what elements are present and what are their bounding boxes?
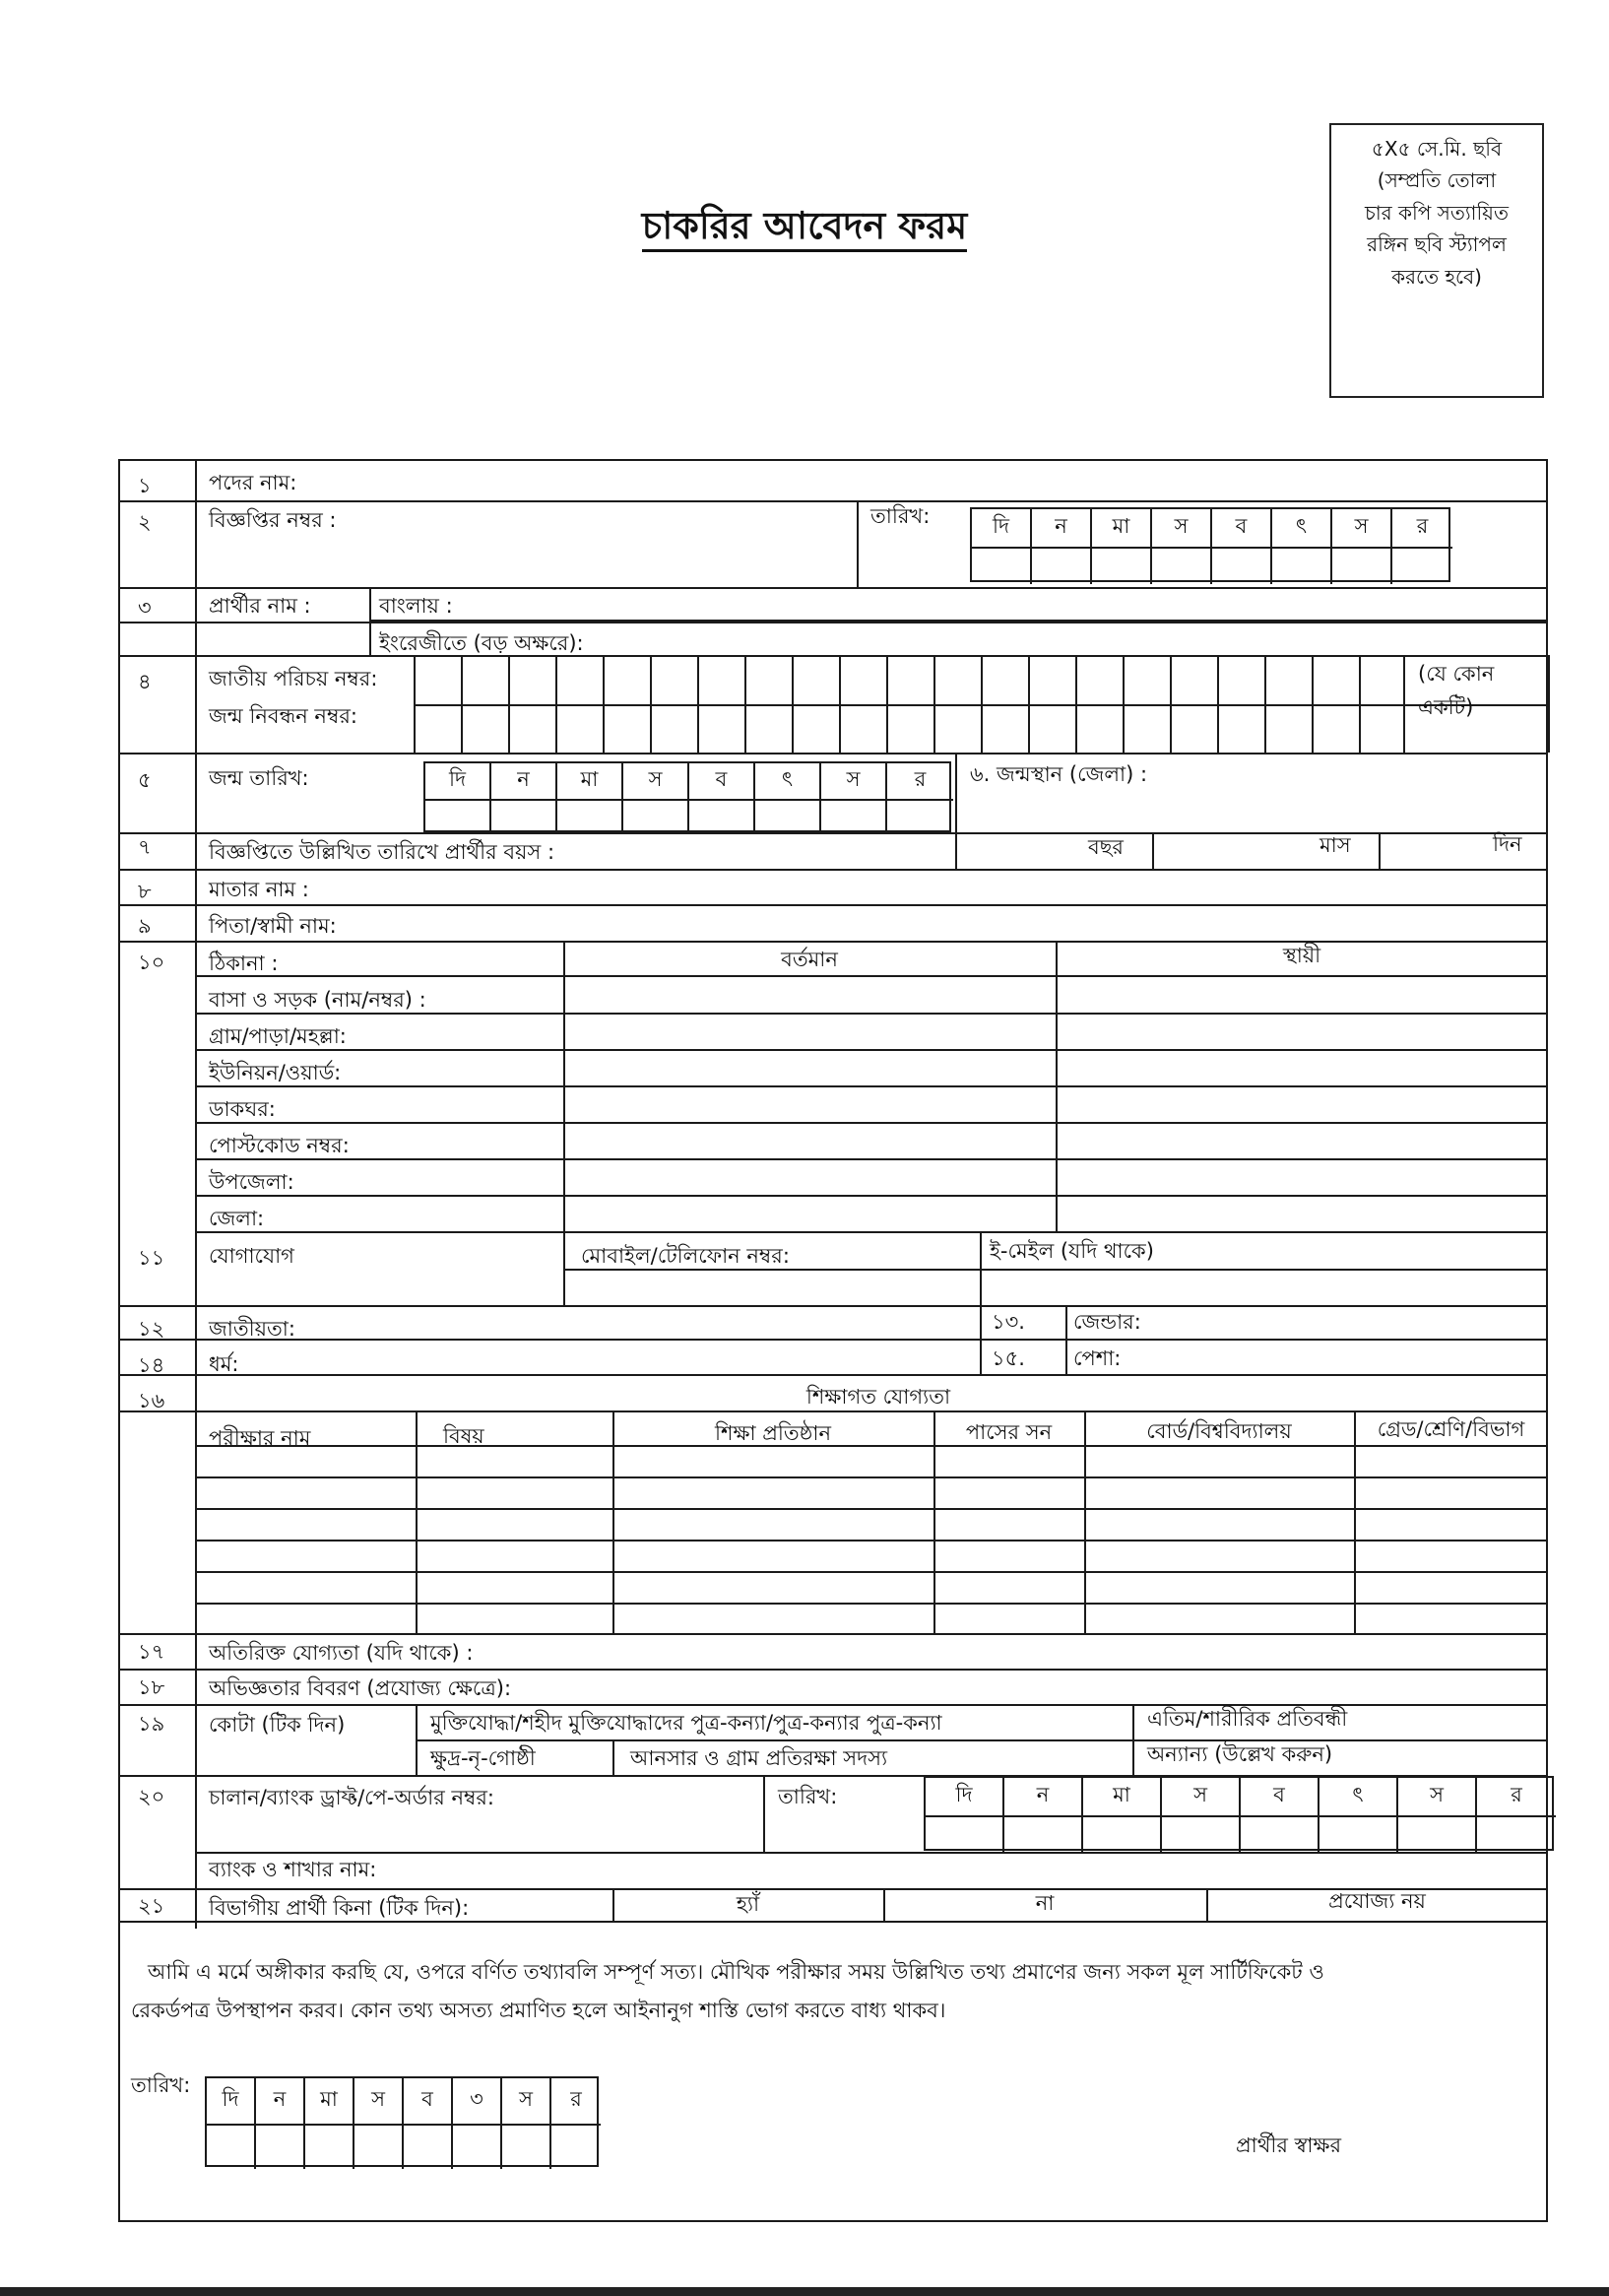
rule-line xyxy=(195,1231,1548,1233)
date-cell: দি xyxy=(926,1778,1004,1815)
date-cell-grid[interactable] xyxy=(205,2076,599,2167)
rule-line xyxy=(981,655,983,753)
rule-line xyxy=(416,1410,418,1633)
date-cell-blank[interactable] xyxy=(305,2124,354,2169)
date-cell: ব xyxy=(689,763,755,799)
rule-line xyxy=(955,832,957,869)
rule-line xyxy=(1403,655,1405,753)
row-number: ১৯ xyxy=(138,1712,165,1736)
father-label: পিতা/স্বামী নাম: xyxy=(209,914,337,938)
row-number: ১৭ xyxy=(138,1640,165,1664)
date-cell-blank[interactable] xyxy=(887,799,953,834)
bank-label: ব্যাংক ও শাখার নাম: xyxy=(209,1858,377,1881)
photo-box-line: ৫X৫ সে.মি. ছবি xyxy=(1371,137,1503,161)
declaration-date-label: তারিখ: xyxy=(131,2073,191,2097)
page-bottom-rule xyxy=(0,2287,1609,2296)
date-cell-blank[interactable] xyxy=(1152,547,1212,584)
rule-line xyxy=(414,655,416,753)
gender-label: জেন্ডার: xyxy=(1073,1310,1141,1334)
rule-line xyxy=(195,459,197,1929)
date-cell: মা xyxy=(1083,1778,1162,1815)
edu-col-header: বিষয় xyxy=(443,1424,484,1448)
rule-line xyxy=(195,655,1548,657)
rule-line xyxy=(1379,832,1381,869)
row-number: ২০ xyxy=(138,1785,165,1808)
address-field-label: ইউনিয়ন/ওয়ার্ড: xyxy=(209,1061,342,1084)
date-cell: স xyxy=(1398,1778,1477,1815)
departmental-label: বিভাগীয় প্রার্থী কিনা (টিক দিন): xyxy=(209,1896,470,1920)
rule-line xyxy=(1312,655,1314,753)
rule-line xyxy=(118,1669,1548,1671)
photo-box-line: করতে হবে) xyxy=(1391,264,1482,289)
edu-col-header: শিক্ষা প্রতিষ্ঠান xyxy=(715,1421,831,1445)
date-cell-blank[interactable] xyxy=(821,799,887,834)
date-cell-blank[interactable] xyxy=(425,799,491,834)
rule-line xyxy=(955,753,957,832)
address-field-label: উপজেলা: xyxy=(209,1170,294,1194)
rule-line xyxy=(763,1775,765,1852)
email-label: ই-মেইল (যদি থাকে) xyxy=(990,1239,1154,1263)
address-field-label: জেলা: xyxy=(209,1207,265,1230)
date-cell: ৩ xyxy=(453,2078,502,2124)
rule-line xyxy=(195,1476,1548,1478)
date-cell: র xyxy=(1511,1783,1522,1806)
date-cell-blank[interactable] xyxy=(551,2124,601,2169)
photo-box xyxy=(1329,123,1544,398)
photo-box-line: রঙ্গিন ছবি স্ট্যাপল xyxy=(1367,232,1507,257)
row-number: ১৪ xyxy=(138,1353,165,1377)
option-no: না xyxy=(1035,1891,1055,1915)
education-header: শিক্ষাগত যোগ্যতা xyxy=(805,1385,951,1409)
date-cell: ব xyxy=(404,2078,453,2124)
rule-line xyxy=(195,1508,1548,1510)
option-yes: হ্যাঁ xyxy=(736,1892,760,1916)
religion-label: ধর্ম: xyxy=(209,1352,239,1376)
date-cell: স xyxy=(623,763,689,799)
rule-line xyxy=(980,1231,982,1305)
rule-line xyxy=(1264,655,1266,753)
any-one-note: একটি) xyxy=(1418,695,1474,719)
form-title: চাকরির আবেদন ফরম xyxy=(0,197,1609,260)
rule-line xyxy=(118,587,1548,589)
rule-line xyxy=(1123,655,1125,753)
row-number: ৫ xyxy=(138,768,152,792)
row-number: ৪ xyxy=(138,670,152,693)
present-address-header: বর্তমান xyxy=(781,948,838,971)
date-cell-blank[interactable] xyxy=(491,799,557,834)
rule-line xyxy=(1548,655,1550,753)
quota-orphan-disabled: এতিম/শারীরিক প্রতিবন্ধী xyxy=(1147,1707,1348,1731)
date-cell: স xyxy=(502,2078,551,2124)
date-cell-blank[interactable] xyxy=(1477,1815,1556,1853)
date-cell-blank[interactable] xyxy=(1092,547,1152,584)
birthplace-label: ৬. জন্মস্থান (জেলা) : xyxy=(970,762,1148,786)
date-cell: ন xyxy=(256,2078,305,2124)
row-number: ১৬ xyxy=(138,1389,165,1412)
date-cell-blank[interactable] xyxy=(1032,547,1092,584)
rule-line xyxy=(118,1704,1548,1706)
row-number: ২১ xyxy=(138,1894,165,1918)
edu-col-header: বোর্ড/বিশ্ববিদ্যালয় xyxy=(1146,1419,1292,1443)
date-cell-blank[interactable] xyxy=(972,547,1032,584)
rule-line xyxy=(508,655,510,753)
date-cell-blank[interactable] xyxy=(207,2124,256,2169)
row-number: ১০ xyxy=(138,951,165,974)
rule-line xyxy=(933,655,935,753)
rule-line xyxy=(1354,1410,1356,1633)
date-cell: ৎ xyxy=(1272,509,1332,547)
rule-line xyxy=(195,1049,1548,1051)
declaration-line: রেকর্ডপত্র উপস্থাপন করব। কোন তথ্য অসত্য প্রমাণিত হলে আইনানুগ শাস্তি ভোগ করতে বাধ্য থাকব। xyxy=(131,1999,946,2022)
mobile-label: মোবাইল/টেলিফোন নম্বর: xyxy=(581,1244,790,1268)
row-number: ৭ xyxy=(138,835,152,859)
rule-line xyxy=(1084,1410,1086,1633)
rule-line xyxy=(369,587,371,655)
ad-date-label: তারিখ: xyxy=(870,504,931,528)
row-number: ৮ xyxy=(138,880,152,903)
rule-line xyxy=(195,1540,1548,1542)
row-number: ১৩. xyxy=(992,1310,1025,1334)
rule-line xyxy=(195,1571,1548,1573)
extra-qualification-label: অতিরিক্ত যোগ্যতা (যদি থাকে) : xyxy=(209,1641,474,1665)
date-cell-grid[interactable] xyxy=(423,761,951,832)
rule-line xyxy=(563,1269,1548,1271)
post-name-label: পদের নাম: xyxy=(209,471,297,494)
rule-line xyxy=(369,620,1548,622)
row-number: ২ xyxy=(138,510,152,534)
date-cell-blank[interactable] xyxy=(1241,1815,1319,1853)
date-cell: স xyxy=(354,2078,404,2124)
row-number: ১২ xyxy=(138,1317,165,1341)
contact-label: যোগাযোগ xyxy=(209,1244,294,1268)
rule-line xyxy=(980,1305,982,1374)
nid-label: জাতীয় পরিচয় নম্বর: xyxy=(209,667,378,690)
date-cell: ন xyxy=(1032,509,1092,547)
date-cell-blank[interactable] xyxy=(453,2124,502,2169)
rule-line xyxy=(118,500,1548,502)
rule-line xyxy=(1056,941,1058,1231)
rule-line xyxy=(118,941,1548,943)
address-field-label: বাসা ও সড়ক (নাম/নম্বর) : xyxy=(209,988,426,1012)
rule-line xyxy=(744,655,746,753)
photo-box-line: চার কপি সত্যায়িত xyxy=(1365,200,1509,225)
name-english-label: ইংরেজীতে (বড় অক্ষরে): xyxy=(379,631,584,655)
rule-line xyxy=(118,1633,1548,1635)
rule-line xyxy=(792,655,794,753)
row-number: ১৫. xyxy=(992,1346,1025,1370)
date-cell: স xyxy=(1162,1778,1241,1815)
date-cell: দি xyxy=(972,509,1032,547)
rule-line xyxy=(195,1195,1548,1197)
date-cell-blank[interactable] xyxy=(256,2124,305,2169)
date-cell-blank[interactable] xyxy=(1392,547,1452,584)
date-cell: র xyxy=(1416,514,1429,538)
applicant-name-label: প্রার্থীর নাম : xyxy=(209,594,311,618)
date-cell: র xyxy=(914,767,927,791)
address-field-label: পোস্টকোড নম্বর: xyxy=(209,1134,350,1157)
rule-line xyxy=(1075,655,1077,753)
rule-line xyxy=(1170,655,1172,753)
rule-line xyxy=(1065,1305,1067,1374)
photo-box-line: (সম্প্রতি তোলা xyxy=(1377,168,1497,193)
date-cell-blank[interactable] xyxy=(502,2124,551,2169)
date-cell: ব xyxy=(1241,1778,1319,1815)
rule-line xyxy=(461,655,463,753)
dob-label: জন্ম তারিখ: xyxy=(209,766,309,790)
date-cell: ন xyxy=(1004,1778,1083,1815)
mother-label: মাতার নাম : xyxy=(209,878,309,901)
edu-col-header: গ্রেড/শ্রেণি/বিভাগ xyxy=(1377,1417,1525,1441)
date-cell-grid[interactable] xyxy=(970,507,1450,582)
any-one-note: (যে কোন xyxy=(1418,662,1495,686)
permanent-address-header: স্থায়ী xyxy=(1282,944,1321,967)
days-label: দিন xyxy=(1493,832,1522,856)
date-cell-blank[interactable] xyxy=(1398,1815,1477,1853)
address-field-label: গ্রাম/পাড়া/মহল্লা: xyxy=(209,1024,347,1048)
quota-label: কোটা (টিক দিন) xyxy=(209,1713,346,1737)
quota-other: অন্যান্য (উল্লেখ করুন) xyxy=(1147,1742,1333,1766)
date-cell-blank[interactable] xyxy=(926,1815,1004,1853)
date-cell-grid[interactable] xyxy=(924,1776,1554,1851)
date-cell: মা xyxy=(557,763,623,799)
date-cell-blank[interactable] xyxy=(404,2124,453,2169)
date-cell: স xyxy=(1152,509,1212,547)
nationality-label: জাতীয়তা: xyxy=(209,1317,295,1341)
challan-label: চালান/ব্যাংক ড্রাফ্ট/পে-অর্ডার নম্বর: xyxy=(209,1786,495,1809)
rule-line xyxy=(195,1013,1548,1015)
rule-line xyxy=(555,655,557,753)
row-number: ৩ xyxy=(138,596,152,620)
rule-line xyxy=(118,1374,1548,1376)
date-cell: মা xyxy=(1092,509,1152,547)
rule-line xyxy=(195,975,1548,977)
date-cell-blank[interactable] xyxy=(1272,547,1332,584)
date-cell: ৎ xyxy=(1319,1778,1398,1815)
date-cell: র xyxy=(570,2087,582,2111)
date-cell-blank[interactable] xyxy=(623,799,689,834)
rule-line xyxy=(886,655,888,753)
age-label: বিজ্ঞপ্তিতে উল্লিখিত তারিখে প্রার্থীর বয়স : xyxy=(209,840,555,864)
quota-freedom-fighter: মুক্তিযোদ্ধা/শহীদ মুক্তিযোদ্ধাদের পুত্র-কন্যা/পুত্র-কন্যার পুত্র-কন্যা xyxy=(430,1711,942,1735)
rule-line xyxy=(416,1739,1548,1741)
rule-line xyxy=(1132,1704,1134,1775)
rule-line xyxy=(563,941,565,1305)
address-label: ঠিকানা : xyxy=(209,951,279,975)
rule-line xyxy=(1152,832,1154,869)
rule-line xyxy=(697,655,699,753)
date-cell-blank[interactable] xyxy=(1004,1815,1083,1853)
date-cell: স xyxy=(821,763,887,799)
rule-line xyxy=(195,1158,1548,1160)
date-cell-blank[interactable] xyxy=(689,799,755,834)
date-cell-blank[interactable] xyxy=(1083,1815,1162,1853)
date-cell-blank[interactable] xyxy=(354,2124,404,2169)
date-cell-blank[interactable] xyxy=(755,799,821,834)
rule-line xyxy=(195,1122,1548,1124)
rule-line xyxy=(118,869,1548,871)
date-cell: স xyxy=(1332,509,1392,547)
rule-line xyxy=(118,1921,1548,1923)
row-number: ১৮ xyxy=(138,1675,165,1699)
years-label: বছর xyxy=(1088,835,1124,859)
address-field-label: ডাকঘর: xyxy=(209,1097,276,1121)
rule-line xyxy=(612,1739,614,1775)
rule-line xyxy=(118,753,1548,754)
occupation-label: পেশা: xyxy=(1073,1346,1122,1370)
rule-line xyxy=(118,622,1548,623)
rule-line xyxy=(118,1339,1548,1341)
rule-line xyxy=(118,904,1548,906)
date-cell: মা xyxy=(305,2078,354,2124)
rule-line xyxy=(118,1410,1548,1412)
challan-date-label: তারিখ: xyxy=(778,1785,838,1808)
date-cell-blank[interactable] xyxy=(1332,547,1392,584)
rule-line xyxy=(118,1305,1548,1307)
rule-line xyxy=(195,1603,1548,1605)
date-cell-blank[interactable] xyxy=(557,799,623,834)
rule-line xyxy=(1028,655,1030,753)
date-cell: ৎ xyxy=(755,763,821,799)
rule-line xyxy=(195,1445,1548,1447)
edu-col-header: পরীক্ষার নাম xyxy=(209,1426,311,1450)
date-cell-blank[interactable] xyxy=(1319,1815,1398,1853)
date-cell: ব xyxy=(1212,509,1272,547)
row-number: ১ xyxy=(138,474,152,497)
rule-line xyxy=(1359,655,1361,753)
birth-reg-label: জন্ম নিবন্ধন নম্বর: xyxy=(209,704,357,728)
rule-line xyxy=(603,655,605,753)
rule-line xyxy=(195,1085,1548,1087)
months-label: মাস xyxy=(1319,833,1351,857)
row-number: ৯ xyxy=(138,914,152,938)
date-cell: দি xyxy=(207,2078,256,2124)
rule-line xyxy=(839,655,841,753)
rule-line xyxy=(857,500,859,587)
experience-label: অভিজ্ঞতার বিবরণ (প্রযোজ্য ক্ষেত্রে): xyxy=(209,1676,512,1700)
quota-ansar: আনসার ও গ্রাম প্রতিরক্ষা সদস্য xyxy=(630,1746,888,1770)
row-number: ১১ xyxy=(138,1246,165,1270)
rule-line xyxy=(650,655,652,753)
option-not-applicable: প্রযোজ্য নয় xyxy=(1328,1889,1426,1913)
name-bangla-label: বাংলায় : xyxy=(379,594,453,618)
rule-line xyxy=(1217,655,1219,753)
date-cell: ন xyxy=(491,763,557,799)
date-cell: দি xyxy=(425,763,491,799)
date-cell-blank[interactable] xyxy=(1162,1815,1241,1853)
declaration-line: আমি এ মর্মে অঙ্গীকার করছি যে, ওপরে বর্ণিত তথ্যাবলি সম্পূর্ণ সত্য। মৌখিক পরীক্ষার সময় উল্লিখিত তথ্য প্রমাণের জন্য সকল মূল সার্টিফিকেট ও xyxy=(148,1960,1324,1984)
date-cell-blank[interactable] xyxy=(1212,547,1272,584)
ad-number-label: বিজ্ঞপ্তির নম্বর : xyxy=(209,508,337,532)
signature-label: প্রার্থীর স্বাক্ষর xyxy=(1236,2133,1342,2157)
edu-col-header: পাসের সন xyxy=(965,1420,1053,1444)
quota-ethnic: ক্ষুদ্র-নৃ-গোষ্ঠী xyxy=(430,1746,536,1770)
